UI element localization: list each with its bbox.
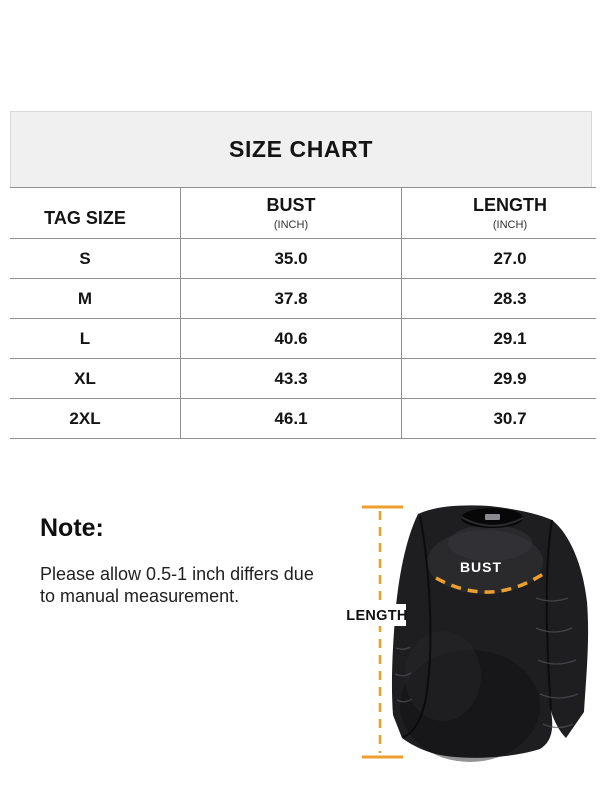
length-label: LENGTH	[346, 608, 408, 624]
cell-bust: 35.0	[180, 239, 402, 278]
cell-bust: 37.8	[180, 279, 402, 318]
table-row	[10, 399, 596, 439]
table-row	[10, 239, 596, 279]
table-row	[10, 359, 596, 399]
note-text	[40, 563, 340, 607]
table-header-row	[10, 188, 596, 239]
header-cell-length	[402, 188, 596, 238]
page-title: SIZE CHART	[229, 136, 373, 162]
size-chart-table	[10, 187, 596, 439]
belly-highlight	[405, 631, 481, 721]
note-line: to manual measurement.	[40, 586, 240, 606]
note-heading: Note:	[40, 514, 104, 542]
cell-tag: S	[79, 248, 91, 268]
column-label: TAG SIZE	[44, 207, 126, 228]
table-row	[10, 319, 596, 359]
column-unit: (INCH)	[273, 219, 309, 231]
cell-tag: M	[77, 288, 93, 308]
note-line: Please allow 0.5-1 inch differs due	[40, 564, 314, 584]
note-section	[40, 514, 340, 607]
table-row	[10, 279, 596, 319]
cell-length: 30.7	[493, 408, 527, 428]
neck-tag	[485, 514, 500, 520]
cell-tag: 2XL	[69, 408, 101, 428]
column-label: BUST	[266, 195, 316, 215]
header-cell-tag-size	[10, 188, 180, 238]
cell-length: 29.1	[493, 328, 527, 348]
cell-bust: 40.6	[180, 319, 402, 358]
cell-bust: 43.3	[180, 359, 402, 398]
size-chart-header	[10, 111, 592, 187]
cell-tag: XL	[74, 368, 96, 388]
cell-length: 27.0	[493, 248, 527, 268]
garment-illustration	[392, 505, 588, 762]
measurement-diagram	[340, 498, 600, 798]
cell-bust: 46.1	[180, 399, 402, 438]
bust-label: BUST	[459, 559, 503, 575]
cell-tag: L	[79, 328, 91, 348]
cell-length: 28.3	[493, 288, 527, 308]
cell-length: 29.9	[493, 368, 527, 388]
column-unit: (INCH)	[492, 219, 528, 231]
header-cell-bust	[180, 188, 402, 238]
column-label: LENGTH	[473, 195, 547, 215]
